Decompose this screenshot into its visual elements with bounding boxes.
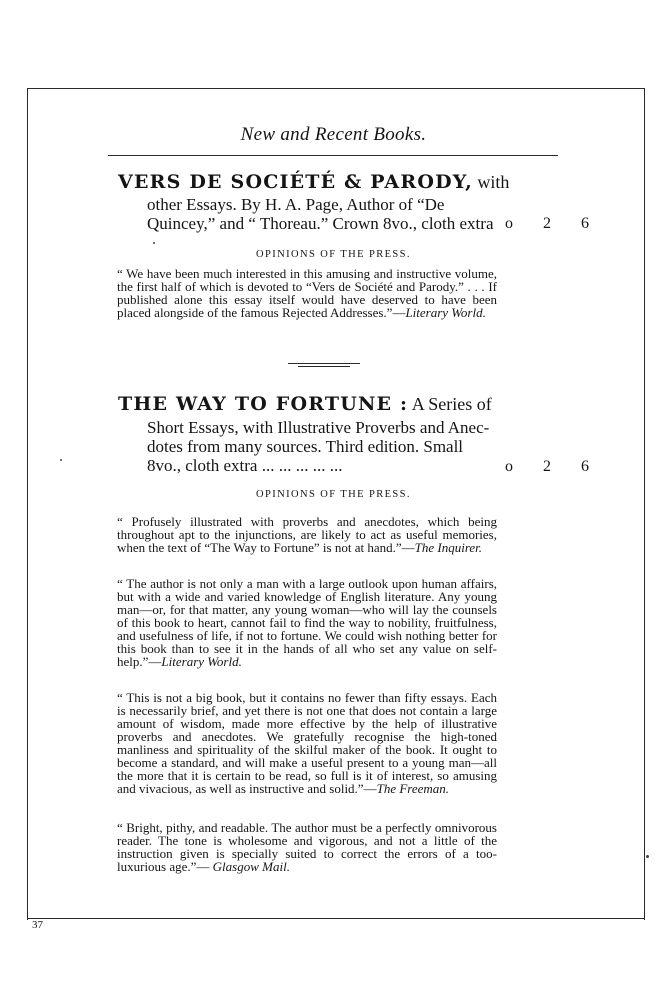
- book-description-line: dotes from many sources. Third edition. Small: [147, 437, 464, 456]
- page-border-left: [27, 88, 28, 920]
- review-text: “ Profusely illustrated with proverbs and anecdotes, which being throughout apt to the injunctions, are likely to act as useful memories, when the text of “The Way to Fortune” is not at hand.”—: [117, 514, 497, 555]
- press-review: [117, 267, 497, 319]
- book-title-rest: with: [472, 172, 510, 192]
- page-header-title: New and Recent Books.: [240, 124, 427, 145]
- page-border-right: [644, 88, 645, 920]
- review-text: “ This is not a big book, but it contains no fewer than fifty essays. Each is necessarily brief, and yet there is not one that does not contain a large amount of wisdom, made more effective by the help of illustrative proverbs and anecdotes. We gratefully recognise the high-toned manliness and spirituality of the skilful maker of the book. It ought to become a standard, and will make a useful present to a young man—all the more that it is certain to be read, so full is it of interest, so amusing and vivacious, as well as instructive and solid.”—: [117, 690, 497, 796]
- speck: [646, 855, 649, 858]
- book-description-line: other Essays. By H. A. Page, Author of “De: [147, 195, 445, 214]
- page-number: 37: [32, 919, 43, 931]
- speck: [60, 459, 62, 461]
- opinions-heading: OPINIONS OF THE PRESS.: [256, 489, 411, 500]
- review-text: “ The author is not only a man with a large outlook upon human affairs, but with a wide and varied knowledge of English literature. Any young man—or, for that matter, any young woman—who will lay the counsels of this book to heart, cannot fail to find the way to nobility, fruitfulness, and usefulness of life, if not to fortune. We could wish nothing better for this book than to see it in the hands of all who set any value on self-help.”—: [117, 576, 497, 669]
- review-source: The Inquirer.: [414, 540, 483, 555]
- book-description-line: Quincey,” and “ Thoreau.” Crown 8vo., cloth extra: [147, 214, 494, 233]
- review-text: “ Bright, pithy, and readable. The author must be a perfectly omnivorous reader. The tone is wholesome and vigorous, and not a little of the instruction given is specially suited to correct the errors of a too-luxurious age.”—: [117, 820, 497, 874]
- page-border-top: [27, 88, 645, 89]
- review-source: The Freeman.: [376, 781, 450, 796]
- book-price: o 2 6: [505, 458, 602, 475]
- book-title: THE WAY TO FORTUNE :: [118, 393, 409, 415]
- page-border-bottom: [27, 918, 645, 919]
- book-price: o 2 6: [505, 215, 602, 232]
- review-source: Literary World.: [405, 305, 486, 320]
- header-rule: [108, 155, 558, 156]
- book-title: VERS DE SOCIÉTÉ & PARODY,: [118, 171, 473, 193]
- speck: [153, 242, 155, 244]
- review-text: “ We have been much interested in this amusing and instructive volume, the first half of which is devoted to “Vers de Société and Parody.” . . . If published alone this essay itself would have deserved to have been placed alongside of the famous Rejected Addresses.”—: [117, 266, 497, 320]
- press-review: [117, 691, 497, 795]
- section-divider: [298, 366, 350, 367]
- book-title-line: [118, 393, 492, 415]
- review-source: Glasgow Mail.: [212, 859, 290, 874]
- press-review: [117, 577, 497, 668]
- book-description-line: Short Essays, with Illustrative Proverbs and Anec-: [147, 418, 490, 437]
- review-source: Literary World.: [161, 654, 242, 669]
- book-description-line: 8vo., cloth extra ... ... ... ... ...: [147, 456, 343, 475]
- book-title-rest: A Series of: [408, 394, 492, 414]
- press-review: [117, 821, 497, 873]
- section-divider: [288, 363, 360, 364]
- opinions-heading: OPINIONS OF THE PRESS.: [256, 249, 411, 260]
- book-title-line: [118, 171, 509, 193]
- press-review: [117, 515, 497, 554]
